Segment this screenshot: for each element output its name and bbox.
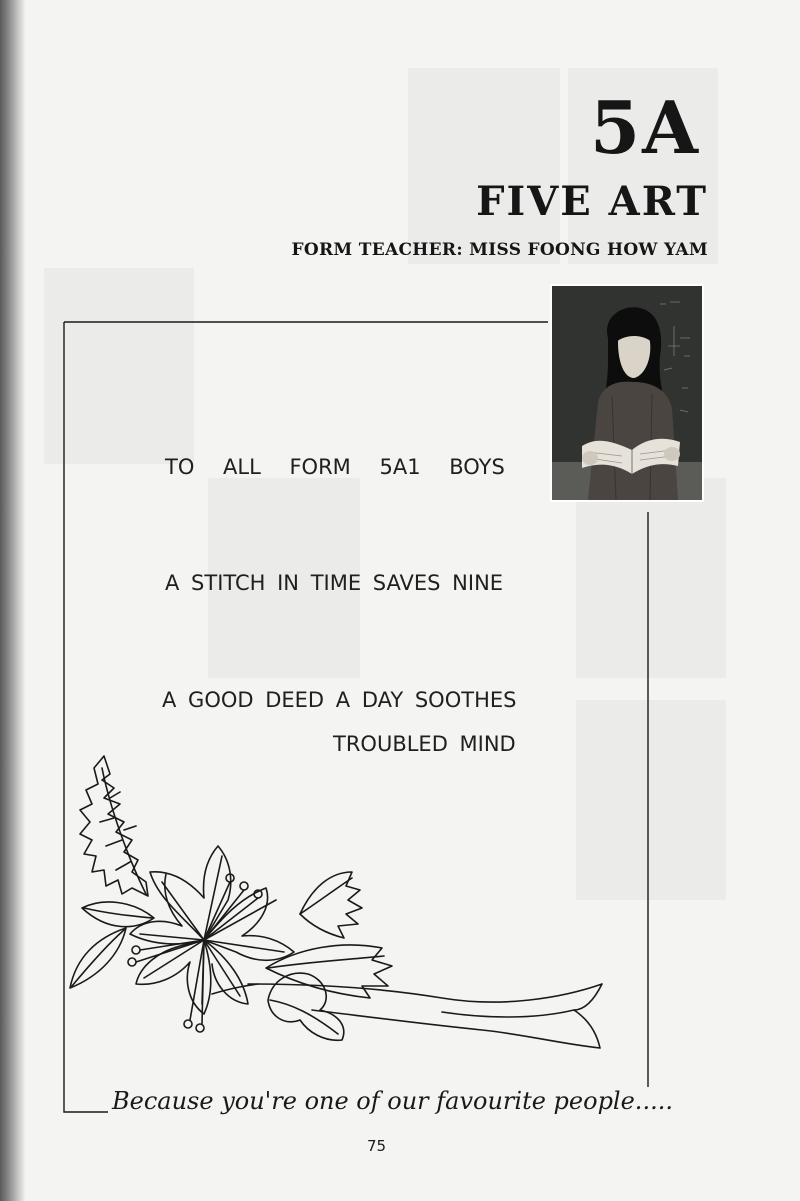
script-tagline: Because you're one of our favourite people..... <box>108 1087 677 1115</box>
flower-petal <box>136 940 211 1014</box>
class-name: FIVE ART <box>476 178 708 225</box>
flower-petal <box>150 846 231 940</box>
message-line-1: TO ALL FORM 5A1 BOYS <box>165 455 505 479</box>
message-line-4: TROUBLED MIND <box>333 732 516 756</box>
message-line-2: A STITCH IN TIME SAVES NINE <box>165 571 504 595</box>
student-photo <box>550 284 704 502</box>
floral-illustration <box>62 748 622 1068</box>
ribbon <box>248 984 602 1048</box>
class-code: 5A <box>590 85 700 170</box>
form-teacher: FORM TEACHER: MISS FOONG HOW YAM <box>291 240 708 260</box>
student-reading-image <box>552 286 702 500</box>
leaf <box>300 872 362 938</box>
message-line-3: A GOOD DEED A DAY SOOTHES <box>162 688 517 712</box>
page-number: 75 <box>367 1137 387 1155</box>
